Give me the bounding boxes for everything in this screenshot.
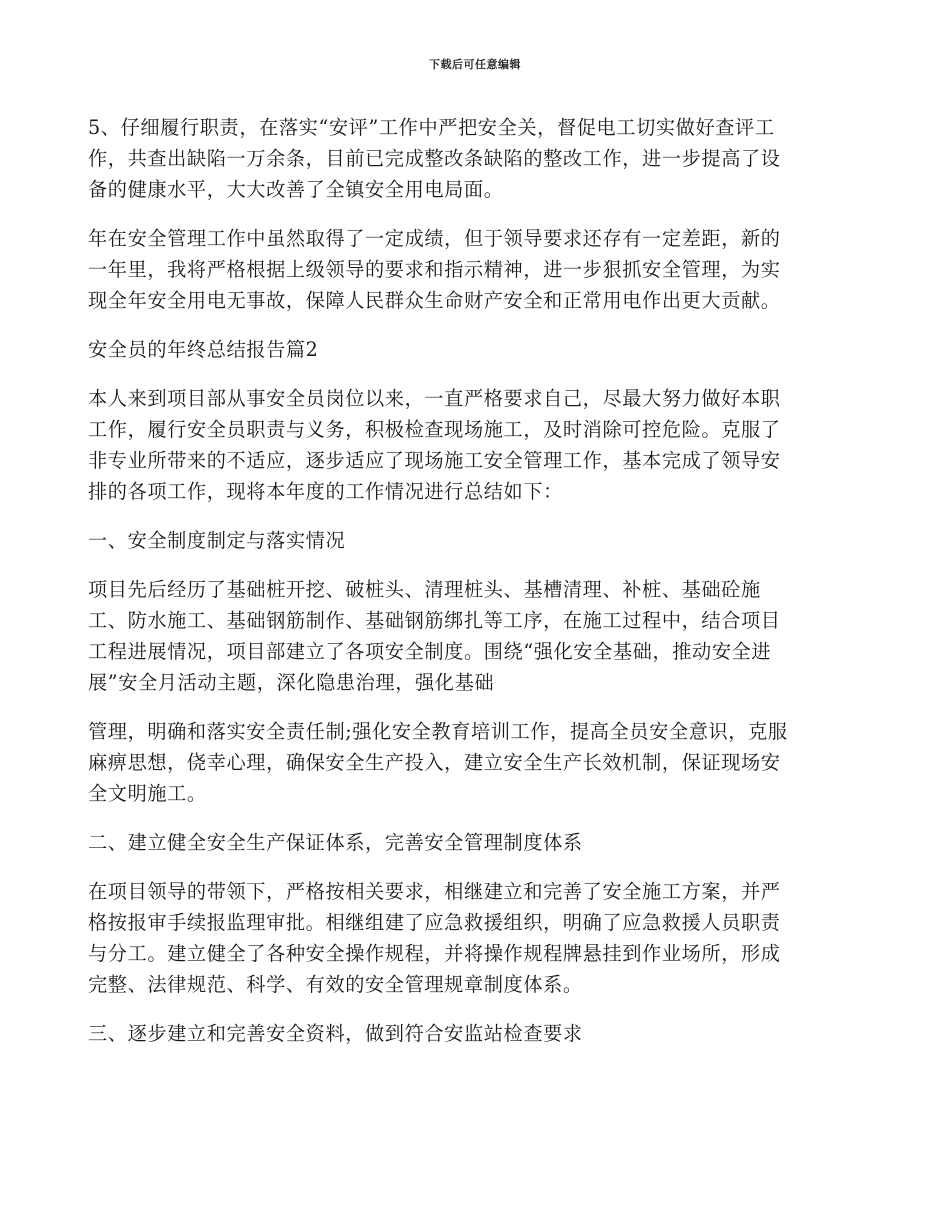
text-line: 备的健康水平，大大改善了全镇安全用电局面。 xyxy=(88,178,504,201)
text-line: 一年里，我将严格根据上级领导的要求和指示精神，进一步狠抓安全管理，为实 xyxy=(88,258,781,281)
text-line: 完整、法律规范、科学、有效的安全管理规章制度体系。 xyxy=(88,973,583,996)
subheading-3 xyxy=(88,1018,862,1049)
subheading-2 xyxy=(88,827,862,858)
text-line: 与分工。建立健全了各种安全操作规程，并将操作规程牌悬挂到作业场所，形成 xyxy=(88,942,781,965)
text-line: 排的各项工作，现将本年度的工作情况进行总结如下： xyxy=(88,480,563,503)
page-header: 下载后可任意编辑 xyxy=(429,58,521,71)
subheading-1 xyxy=(88,525,862,556)
text-line: 展”安全月活动主题，深化隐患治理，强化基础 xyxy=(88,671,495,694)
text-line: 格按报审手续报监理审批。相继组建了应急救援组织，明确了应急救援人员职责 xyxy=(88,911,781,934)
text-line: 三、逐步建立和完善安全资料，做到符合安监站检查要求 xyxy=(88,1022,583,1045)
paragraph-1 xyxy=(88,112,862,205)
text-line: 5、仔细履行职责，在落实“安评”工作中严把安全关，督促电工切实做好查评工 xyxy=(88,116,775,139)
text-line: 现全年安全用电无事故，保障人民群众生命财产安全和正常用电作出更大贡献。 xyxy=(88,289,781,312)
text-line: 作，共查出缺陷一万余条，目前已完成整改条缺陷的整改工作，进一步提高了设 xyxy=(88,147,781,170)
paragraph-3 xyxy=(88,383,862,507)
paragraph-6 xyxy=(88,876,862,1000)
text-line: 工程进展情况，项目部建立了各项安全制度。围绕“强化安全基础，推动安全进 xyxy=(88,640,772,663)
text-line: 安全员的年终总结报告篇2 xyxy=(88,338,319,361)
text-line: 工、防水施工、基础钢筋制作、基础钢筋绑扎等工序，在施工过程中，结合项目 xyxy=(88,609,781,632)
text-line: 本人来到项目部从事安全员岗位以来，一直严格要求自己，尽最大努力做好本职 xyxy=(88,387,781,410)
paragraph-2 xyxy=(88,223,862,316)
text-line: 麻痹思想，侥幸心理，确保安全生产投入，建立安全生产长效机制，保证现场安 xyxy=(88,751,781,774)
text-line: 在项目领导的带领下，严格按相关要求，相继建立和完善了安全施工方案，并严 xyxy=(88,880,781,903)
text-line: 项目先后经历了基础桩开挖、破桩头、清理桩头、基槽清理、补桩、基础砼施 xyxy=(88,578,761,601)
text-line: 年在安全管理工作中虽然取得了一定成绩，但于领导要求还存有一定差距，新的 xyxy=(88,227,781,250)
text-line: 全文明施工。 xyxy=(88,782,207,805)
section-heading xyxy=(88,334,862,365)
text-line: 二、建立健全安全生产保证体系，完善安全管理制度体系 xyxy=(88,831,583,854)
document-body xyxy=(88,112,862,1049)
text-line: 管理，明确和落实安全责任制;强化安全教育培训工作，提高全员安全意识，克服 xyxy=(88,720,788,743)
text-line: 工作，履行安全员职责与义务，积极检查现场施工，及时消除可控危险。克服了 xyxy=(88,418,781,441)
text-line: 非专业所带来的不适应，逐步适应了现场施工安全管理工作，基本完成了领导安 xyxy=(88,449,781,472)
paragraph-4 xyxy=(88,574,862,698)
text-line: 一、安全制度制定与落实情况 xyxy=(88,529,346,552)
paragraph-5 xyxy=(88,716,862,809)
